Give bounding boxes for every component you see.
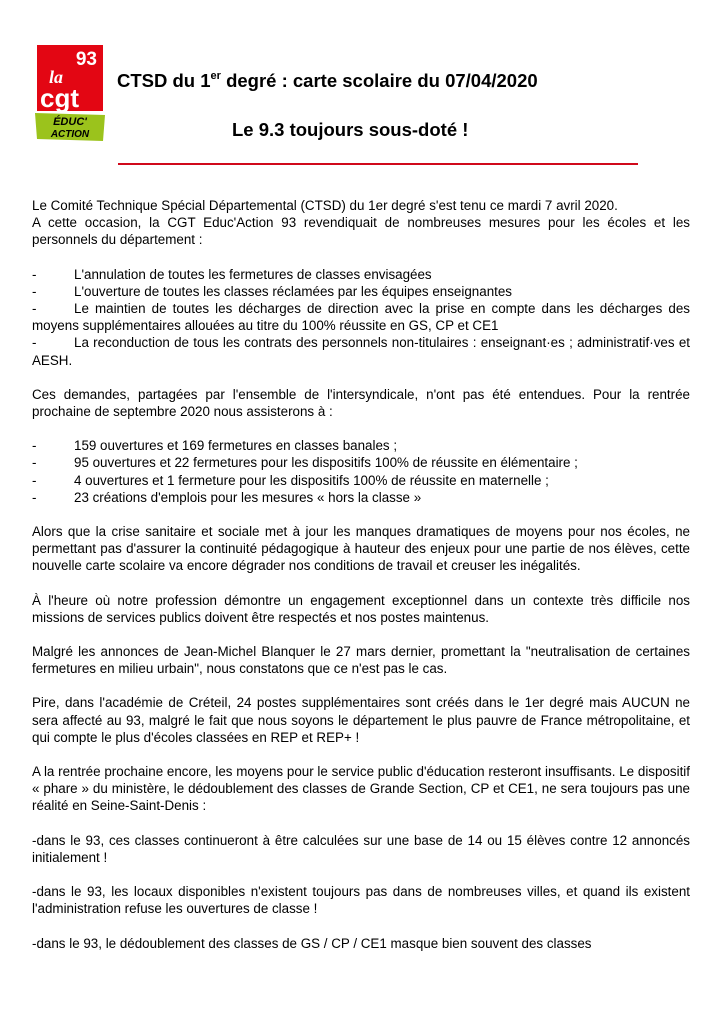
cgt-educaction-93-logo — [35, 45, 105, 141]
class-size-paragraph: -dans le 93, ces classes continueront à être calculées sur une base de 14 ou 15 élèves contre 12 annoncés initialement ! — [32, 832, 690, 865]
list-dash: - — [32, 283, 37, 299]
logo-number: 93 — [75, 49, 97, 70]
intro-line: Le Comité Technique Spécial Départemental (CTSD) du 1er degré s'est tenu ce mardi 7 avril 2020. — [32, 198, 618, 213]
page-subtitle: Le 9.3 toujours sous-doté ! — [232, 119, 469, 140]
list-item-text: 23 créations d'emplois pour les mesures « hors la classe » — [74, 489, 422, 505]
demands-list — [32, 266, 690, 369]
crisis-paragraph: Alors que la crise sanitaire et sociale met à jour les manques dramatiques de moyens pour nos écoles, ne permettant pas d'assurer la continuité pédagogique à hauteur des enjeux pour une partie de nos élèves, cette nouvelle carte scolaire va encore dégrader nos conditions de travail et creuser les inégalités. — [32, 524, 690, 574]
list-dash: - — [32, 266, 37, 282]
list-item-text: 95 ouvertures et 22 fermetures pour les dispositifs 100% de réussite en élémentaire ; — [74, 455, 578, 471]
logo-cgt: cgt — [40, 83, 79, 113]
page-title — [117, 70, 677, 92]
list-item — [32, 472, 690, 489]
list-item-text: 159 ouvertures et 169 fermetures en classes banales ; — [74, 438, 398, 454]
list-dash: - — [32, 472, 37, 488]
list-item — [32, 437, 690, 454]
list-dash: - — [32, 489, 37, 505]
list-dash: - — [32, 438, 37, 454]
logo-la: la — [49, 67, 64, 87]
list-item-text: Le maintien de toutes les décharges de direction avec la prise en compte dans les décharges des moyens supplémentaires allouées au titre du 100% réussite en GS, CP et CE1 — [32, 301, 690, 334]
list-item — [32, 266, 690, 283]
demands-paragraph: Ces demandes, partagées par l'ensemble de l'intersyndicale, n'ont pas été entendues. Pour la rentrée prochaine de septembre 2020 nous assisterons à : — [32, 386, 690, 420]
premises-paragraph: -dans le 93, les locaux disponibles n'existent toujours pas dans de nombreuses villes, et quand ils existent l'administration refuse les ouvertures de classe ! — [32, 884, 690, 917]
blanquer-paragraph: Malgré les annonces de Jean-Michel Blanquer le 27 mars dernier, promettant la "neutralisation de certaines fermetures en milieu urbain", nous constatons que ce n'est pas le cas. — [32, 644, 690, 677]
document-body — [32, 197, 690, 969]
list-item — [32, 283, 690, 300]
logo-action: ACTION — [50, 129, 90, 140]
list-item-text: 4 ouvertures et 1 fermeture pour les dispositifs 100% de réussite en maternelle ; — [74, 472, 549, 488]
list-item — [32, 300, 690, 334]
split-classes-paragraph: -dans le 93, le dédoublement des classes de GS / CP / CE1 masque bien souvent des classes — [32, 935, 592, 951]
measures-list — [32, 437, 690, 506]
creteil-paragraph: Pire, dans l'académie de Créteil, 24 postes supplémentaires sont créés dans le 1er degré mais AUCUN ne sera affecté au 93, malgré le fait que nous soyons le département le plus pauvre de France métropolitaine, et qui compte le plus d'écoles classées en REP et REP+ ! — [32, 695, 690, 745]
title-superscript: er — [210, 70, 221, 82]
list-item-text: L'annulation de toutes les fermetures de classes envisagées — [74, 266, 432, 282]
list-dash: - — [32, 335, 37, 351]
list-item-text: L'ouverture de toutes les classes réclamées par les équipes enseignantes — [74, 283, 513, 299]
logo-educ: ÉDUC' — [53, 116, 87, 128]
header-rule — [118, 163, 638, 165]
list-dash: - — [32, 455, 37, 471]
list-dash: - — [32, 301, 37, 317]
list-item-text: La reconduction de tous les contrats des personnels non-titulaires : enseignant·es ; administratif·ves et AESH. — [32, 335, 690, 368]
title-main: CTSD du 1 — [117, 70, 211, 91]
profession-paragraph: À l'heure où notre profession démontre un engagement exceptionnel dans un contexte très difficile nos missions de services publics doivent être respectés et nos postes maintenus. — [32, 592, 690, 625]
intro-paragraph: A cette occasion, la CGT Educ'Action 93 revendiquait de nombreuses mesures pour les écoles et les personnels du département : — [32, 215, 690, 248]
list-item — [32, 334, 690, 368]
list-item — [32, 489, 690, 506]
rentree-paragraph: A la rentrée prochaine encore, les moyens pour le service public d'éducation resteront insuffisants. Le dispositif « phare » du ministère, le dédoublement des classes de Grande Section, CP et CE1, ne sera toujours pas une réalité en Seine-Saint-Denis : — [32, 764, 690, 814]
title-rest: degré : carte scolaire du 07/04/2020 — [220, 70, 538, 91]
list-item — [32, 454, 690, 471]
